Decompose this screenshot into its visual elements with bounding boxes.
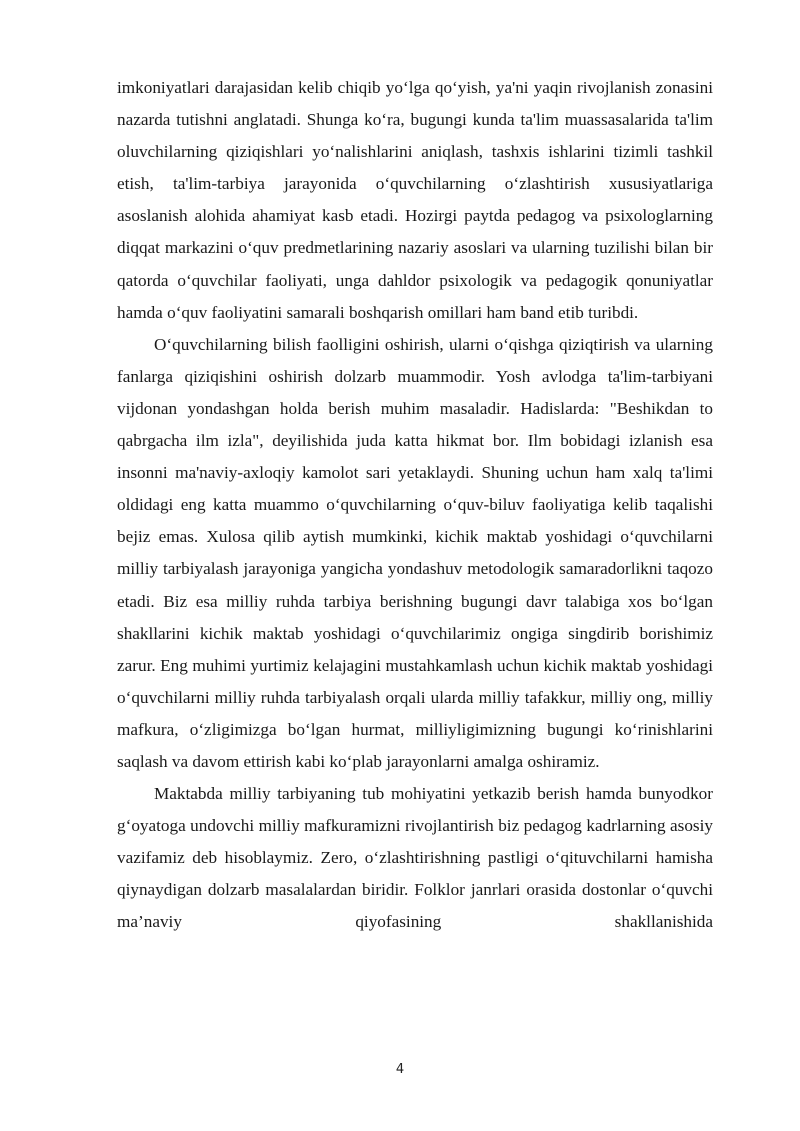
page-number: 4 <box>395 1062 405 1077</box>
paragraph-3: Maktabda milliy tarbiyaning tub mohiyatini yetkazib berish hamda bunyodkor g‘oyatoga undovchi milliy mafkuramizni rivojlantirish biz pedagog kadrlarning asosiy vazifamiz deb hisoblaymiz. Zero, o‘zlashtirishning pastligi o‘qituvchilarni hamisha qiynaydigan dolzarb masalalardan biridir. Folklor janrlari orasida dostonlar o‘quvchi ma’naviy qiyofasining shakllanishida <box>117 784 713 932</box>
paragraph-1: imkoniyatlari darajasidan kelib chiqib yo‘lga qo‘yish, ya'ni yaqin rivojlanish zonasini nazarda tutishni anglatadi. Shunga ko‘ra, bugungi kunda ta'lim muassasalarida ta'lim oluvchilarning qiziqishlari yo‘nalishlarini aniqlash, tashxis ishlarini tizimli tashkil etish, ta'lim-tarbiya jarayonida o‘quvchilarning o‘zlashtirish xususiyatlariga asoslanish alohida ahamiyat kasb etadi. Hozirgi paytda pedagog va psixologlarning diqqat markazini o‘quv predmetlarining nazariy asoslari va ularning tuzilishi bilan bir qatorda o‘quvchilar faoliyati, unga dahldor psixologik va pedagogik qonuniyatlar hamda o‘quv faoliyatini samarali boshqarish omillari ham band etib turibdi. <box>117 78 713 322</box>
paragraph-2: O‘quvchilarning bilish faolligini oshirish, ularni o‘qishga qiziqtirish va ularning fanlarga qiziqishini oshirish dolzarb muammodir. Yosh avlodga ta'lim-tarbiyani vijdonan yondashgan holda berish muhim masaladir. Hadislarda: "Beshikdan to qabrgacha ilm izla", deyilishida juda katta hikmat bor. Ilm bobidagi izlanish esa insonni ma'naviy-axloqiy kamolot sari yetaklaydi. Shuning uchun ham xalq ta'limi oldidagi eng katta muammo o‘quvchilarning o‘quv-biluv faoliyatiga kelib taqalishi bejiz emas. Xulosa qilib aytish mumkinki, kichik maktab yoshidagi o‘quvchilarni milliy tarbiyalash jarayoniga yangicha yondashuv metodologik samaradorlikni taqozo etadi. Biz esa milliy ruhda tarbiya berishning bugungi davr talabiga xos bo‘lgan shakllarini kichik maktab yoshidagi o‘quvchilarimiz ongiga singdirib borishimiz zarur. Eng muhimi yurtimiz kelajagini mustahkamlash uchun kichik maktab yoshidagi o‘quvchilarni milliy ruhda tarbiyalash orqali ularda milliy tafakkur, milliy ong, milliy mafkura, o‘zligimizga bo‘lgan hurmat, milliyligimizning bugungi ko‘rinishlarini saqlash va davom ettirish kabi ko‘plab jarayonlarni amalga oshiramiz. <box>117 334 713 771</box>
document-page <box>117 72 713 939</box>
